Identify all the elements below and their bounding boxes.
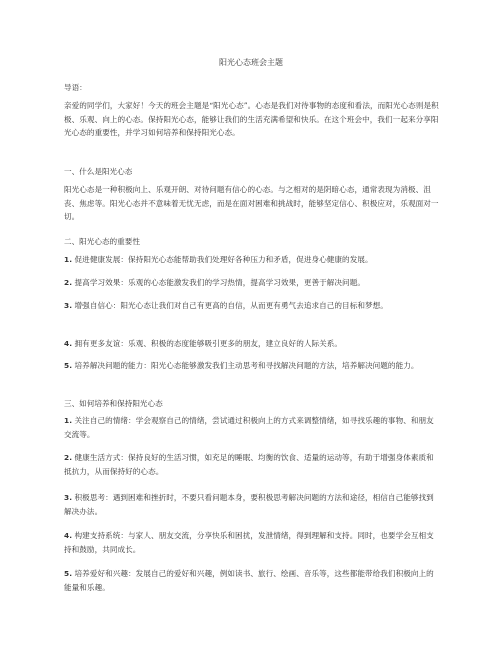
list-item-text: 培养爱好和兴趣：发展自己的爱好和兴趣，例如读书、旅行、绘画、音乐等，这些都能带给我们积极向上的能量和乐趣。: [64, 569, 434, 592]
list-item-number: 1.: [64, 416, 73, 425]
section-1-paragraph: 阳光心态是一种积极向上、乐观开朗、对待问题有信心的心态。与之相对的是阴暗心态，通常表现为消极、沮丧、焦虑等。阳光心态并不意味着无忧无虑，而是在面对困难和挑战时，能够坚定信心、积极应对，乐观面对一切。: [64, 185, 439, 222]
list-item: [64, 253, 439, 267]
list-item: [64, 451, 439, 478]
list-item-text: 培养解决问题的能力：阳光心态能够激发我们主动思考和寻找解决问题的方法，培养解决问题的能力。: [74, 361, 419, 370]
list-item: [64, 567, 439, 594]
list-item-text: 积极思考：遇到困难和挫折时，不要只看问题本身，要积极思考解决问题的方法和途径，相信自己能够找到解决办法。: [64, 493, 434, 516]
list-item-text: 关注自己的情绪：学会观察自己的情绪，尝试通过积极向上的方式来调整情绪，如寻找乐趣的事物、和朋友交流等。: [64, 416, 434, 439]
list-item-text: 增强自信心：阳光心态让我们对自己有更高的自信，从而更有勇气去追求自己的目标和梦想。: [74, 301, 388, 310]
list-item-number: 4.: [64, 531, 73, 540]
list-item-number: 2.: [64, 278, 73, 287]
section-3-heading: 三、如何培养和保持阳光心态: [64, 399, 163, 408]
list-item-number: 3.: [64, 493, 73, 502]
list-item-number: 2.: [64, 453, 73, 462]
list-item-number: 1.: [64, 255, 73, 264]
list-item-text: 拥有更多友谊：乐观、积极的态度能够吸引更多的朋友，建立良好的人际关系。: [74, 339, 343, 348]
intro-label: 导语：: [64, 83, 87, 92]
list-item-text: 提高学习效果：乐观的心态能激发我们的学习热情，提高学习效果，更善于解决问题。: [74, 278, 365, 287]
page-title: 阳光心态班会主题: [219, 58, 283, 67]
section-1-heading: 一、什么是阳光心态: [64, 167, 133, 176]
list-item-text: 构建支持系统：与家人、朋友交流，分享快乐和困扰，发泄情绪，得到理解和支持。同时，也要学会互相支持和鼓励，共同成长。: [64, 531, 434, 554]
list-item-text: 促进健康发展：保持阳光心态能帮助我们处理好各种压力和矛盾，促进身心健康的发展。: [74, 255, 373, 264]
list-item-number: 3.: [64, 301, 73, 310]
list-item-number: 5.: [64, 361, 73, 370]
list-item: [64, 299, 439, 313]
list-item-text: 健康生活方式：保持良好的生活习惯，如充足的睡眠、均衡的饮食、适量的运动等，有助于增强身体素质和抵抗力，从而保持好的心态。: [64, 453, 434, 476]
list-item: [64, 529, 439, 556]
list-item: [64, 359, 439, 373]
list-item: [64, 337, 439, 351]
list-item: [64, 491, 439, 518]
list-item: [64, 414, 439, 441]
intro-paragraph: 亲爱的同学们，大家好！今天的班会主题是“阳光心态”。心态是我们对待事物的态度和看法，而阳光心态则是积极、乐观、向上的心态。保持阳光心态，能够让我们的生活充满希望和快乐。在这个班会中，我们一起来分享阳光心态的重要性，并学习如何培养和保持阳光心态。: [64, 101, 439, 138]
list-item-number: 4.: [64, 339, 73, 348]
section-2-heading: 二、阳光心态的重要性: [64, 237, 140, 246]
list-item: [64, 276, 439, 290]
list-item-number: 5.: [64, 569, 73, 578]
